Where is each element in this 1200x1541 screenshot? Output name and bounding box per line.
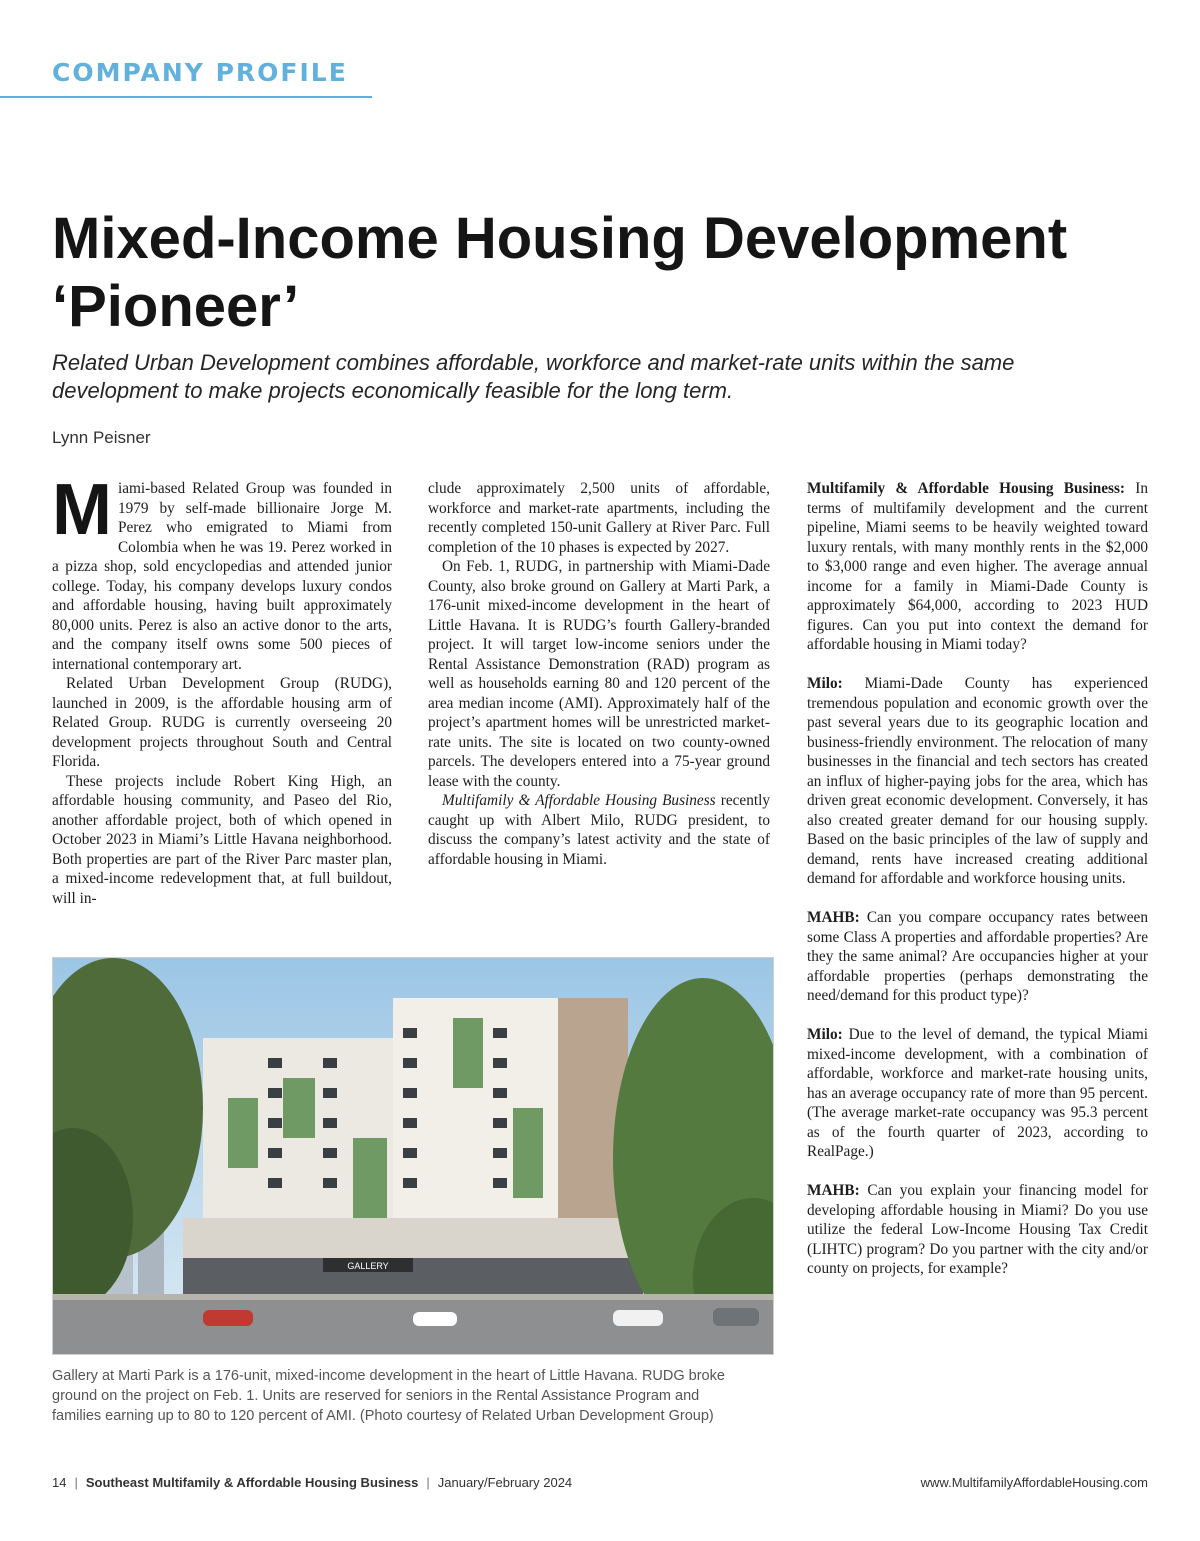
car [713,1308,759,1326]
green-panel [453,1018,483,1088]
green-panel [353,1138,387,1218]
gallery-sign: GALLERY [347,1261,389,1271]
paragraph: Related Urban Development Group (RUDG), launched in 2009, is the affordable housing arm of Related Group. RUDG is currently overseeing 20 development projects throughout South and Central Florida. [52,675,392,770]
car [613,1310,663,1326]
question [807,479,1148,655]
headline-line-2: ‘Pioneer’ [52,274,300,339]
car [203,1310,253,1326]
article-column-2 [428,479,770,869]
car [413,1312,457,1326]
deck-line-2: development to make projects economically feasible for the long term. [52,378,734,403]
question-text: Can you compare occupancy rates between some Class A properties and affordable properties? Are they the same animal? Are occupancies higher at your affordable properties (perhaps demonstrating the need/demand for this product type)? [807,909,1148,1004]
deck-line-1: Related Urban Development combines affordable, workforce and market-rate units within the same [52,350,1015,375]
speaker-label: Milo: [807,1026,843,1043]
question [807,908,1148,1006]
green-panel [228,1098,258,1168]
section-rule [0,96,372,98]
answer-text: Due to the level of demand, the typical Miami mixed-income development, with a combination of affordable, workforce and market-rate housing units, has an average occupancy rate of more than 95 percent. (The average market-rate occupancy was 95.3 percent as of the fourth quarter of 2023, according to RealPage.) [807,1026,1148,1160]
paragraph [428,791,770,869]
speaker-label: Milo: [807,675,843,692]
article-column-3 [807,479,1148,1298]
building-rendering [53,958,773,1354]
paragraph-text: iami-based Related Group was founded in 1979 by self-made billionaire Jorge M. Perez who emigrated to Miami from Colombia when he was 19. Perez worked in a pizza shop, sold encyclopedias and attended junior college. Today, his company develops luxury condos and affordable housing, having built approximately 80,000 units. Perez is also an active donor to the arts, and the company itself owns some 500 pieces of international contemporary art. [52,480,392,673]
article-column-1 [52,470,392,908]
green-panel [513,1108,543,1198]
speaker-label: MAHB: [807,909,860,926]
question-text: In terms of multifamily development and the current pipeline, Miami seems to be heavily weighted toward luxury rentals, with many monthly rents in the $2,000 to $3,000 range and even higher. The average annual income for a family in Miami-Dade County is approximately $64,000, according to 2023 HUD figures. Can you put into context the demand for affordable housing in Miami today? [807,480,1148,653]
speaker-label: Multifamily & Affordable Housing Business: [807,480,1126,497]
headline-line-1: Mixed-Income Housing Development [52,206,1068,271]
answer-text: Miami-Dade County has experienced tremendous population and economic growth over the past several years due to its geographic location and business-friendly environment. The relocation of many businesses in the financial and tech sectors has created an influx of higher-paying jobs for the area, which has driven great economic development. Conversely, it has also created greater demand for our housing supply. Based on the basic principles of the law of supply and demand, rents have increased creating additional demand for affordable and workforce housing units. [807,675,1148,887]
photo-caption: Gallery at Marti Park is a 176-unit, mixed-income development in the heart of Little Havana. RUDG broke ground on the project on Feb. 1. Units are reserved for seniors in the Rental Assistance Program and families earning up to 80 to 120 percent of AMI. (Photo courtesy of Related Urban Development Group) [52,1368,725,1424]
byline: Lynn Peisner [52,428,151,447]
answer [807,674,1148,889]
paragraph [52,470,392,674]
footer-url[interactable]: www.MultifamilyAffordableHousing.com [920,1475,1148,1490]
answer [807,1025,1148,1162]
footer-left [52,1475,572,1490]
question-text: Can you explain your financing model for developing affordable housing in Miami? Do you use utilize the federal Low-Income Housing Tax Credit (LIHTC) program? Do you partner with the city and/or county on projects, for example? [807,1182,1148,1277]
paragraph-text: recently caught up with Albert Milo, RUDG president, to discuss the company’s latest activity and the state of affordable housing in Miami. [428,792,770,868]
issue-date: January/February 2024 [437,1475,573,1490]
headline [52,205,1162,341]
paragraph: On Feb. 1, RUDG, in partnership with Miami-Dade County, also broke ground on Gallery at Marti Park, a 176-unit mixed-income development in the heart of Little Havana. It is RUDG’s fourth Gallery-branded project. It will target low-income seniors under the Rental Assistance Demonstration (RAD) program as well as households earning 80 and 120 percent of the area median income (AMI). Approximately half of the project’s apartment homes will be unrestricted market-rate units. The site is located on two county-owned parcels. The developers entered into a 75-year ground lease with the county. [428,558,770,790]
section-label: COMPANY PROFILE [52,58,348,87]
deck [52,349,1152,405]
drop-cap: M [52,470,112,550]
footer-separator: | [74,1475,78,1490]
green-panel [283,1078,315,1138]
street [53,1298,773,1354]
page-number: 14 [52,1475,67,1490]
sidewalk [53,1294,773,1300]
publication-title: Southeast Multifamily & Affordable Housing Business [85,1475,419,1490]
speaker-label: MAHB: [807,1182,860,1199]
building-photo [52,957,774,1355]
publication-name: Multifamily & Affordable Housing Business [442,792,716,809]
paragraph: clude approximately 2,500 units of affordable, workforce and market-rate apartments, including the recently completed 150-unit Gallery at River Parc. Full completion of the 10 phases is expected by 2027. [428,480,770,556]
paragraph: These projects include Robert King High, an affordable housing community, and Paseo del Rio, another affordable project, both of which opened in October 2023 in Miami’s Little Havana neighborhood. Both properties are part of the River Parc master plan, a mixed-income redevelopment that, at full buildout, will in- [52,772,392,907]
question [807,1181,1148,1279]
footer-separator: | [426,1475,430,1490]
